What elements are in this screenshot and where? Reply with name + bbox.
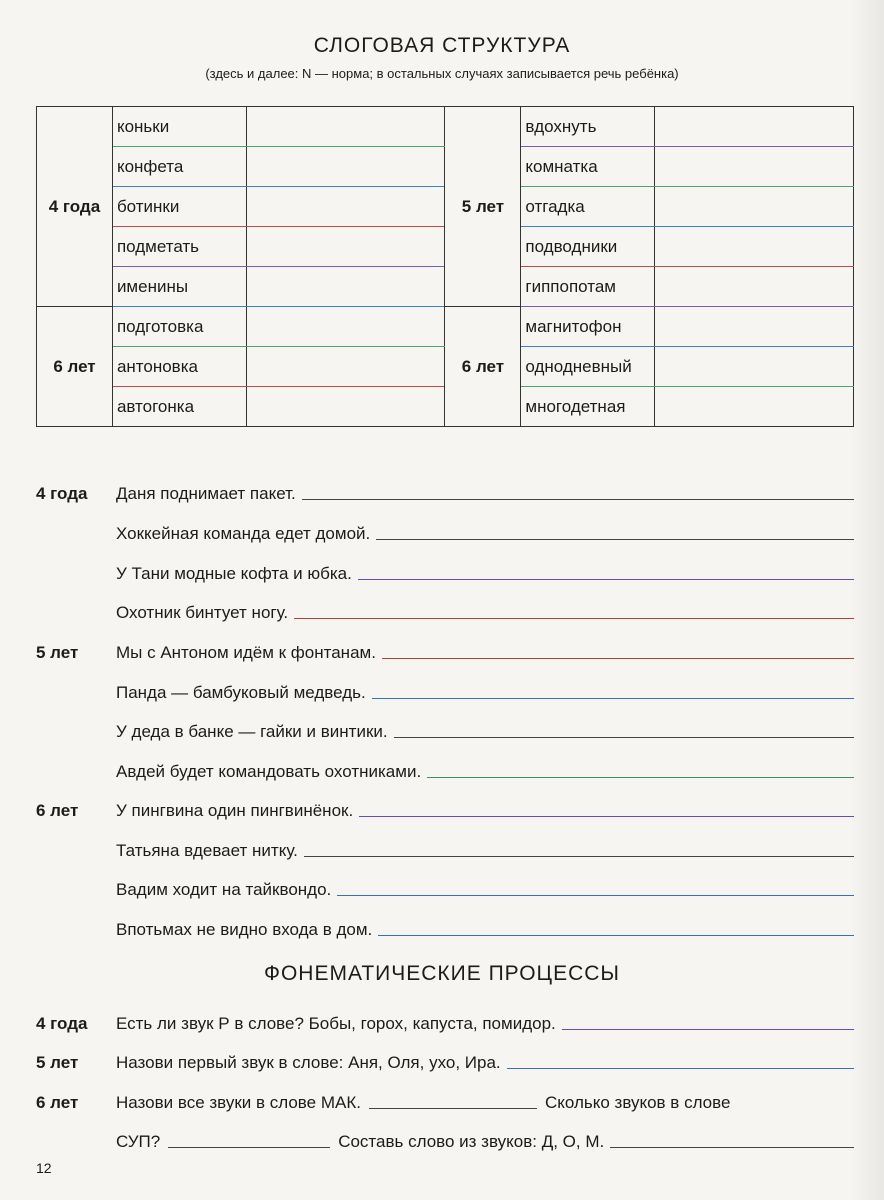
answer-line[interactable] — [507, 1067, 854, 1069]
sentence-text: Татьяна вдевает нитку. — [116, 841, 298, 860]
sentence-row — [36, 831, 854, 861]
sentence-row — [36, 474, 854, 504]
sentence-text: У деда в банке — гайки и винтики. — [116, 722, 388, 741]
answer-line[interactable] — [427, 776, 854, 778]
sentence-text: Охотник бинтует ногу. — [116, 603, 289, 622]
word-cell: комнатка — [521, 147, 655, 187]
word-cell: ботинки — [112, 187, 246, 227]
answer-line[interactable] — [302, 498, 854, 500]
word-cell: подметать — [112, 227, 246, 267]
age-cell: 6 лет — [445, 307, 521, 427]
word-cell: гиппопотам — [521, 267, 655, 307]
word-cell: антоновка — [112, 347, 246, 387]
age-cell: 5 лет — [445, 107, 521, 307]
word-cell: магнитофон — [521, 307, 655, 347]
answer-line[interactable] — [382, 657, 854, 659]
age-label: 5 лет — [36, 643, 79, 662]
answer-cell[interactable] — [246, 147, 445, 187]
sentence-text: Впотьмах не видно входа в дом. — [116, 920, 373, 939]
answer-line[interactable] — [304, 855, 854, 857]
answer-cell[interactable] — [655, 307, 854, 347]
sentence-row — [36, 752, 854, 782]
phonemic-row — [36, 1043, 854, 1073]
answer-line[interactable] — [294, 617, 854, 619]
answer-line[interactable] — [376, 538, 854, 540]
word-cell: подготовка — [112, 307, 246, 347]
sentence-row — [36, 633, 854, 663]
answer-cell[interactable] — [655, 147, 854, 187]
page-gutter-shadow — [850, 0, 884, 1200]
sentence-row — [36, 712, 854, 742]
syllable-section-title: СЛОГОВАЯ СТРУКТУРА — [313, 34, 571, 57]
question-text: Есть ли звук Р в слове? Бобы, горох, капуста, помидор. — [116, 1014, 556, 1033]
age-label: 4 года — [36, 484, 88, 503]
answer-line[interactable] — [337, 894, 854, 896]
word-cell: коньки — [112, 107, 246, 147]
phonemic-section-title: ФОНЕМАТИЧЕСКИЕ ПРОЦЕССЫ — [263, 962, 621, 985]
phonemic-row — [36, 1122, 854, 1152]
answer-cell[interactable] — [246, 307, 445, 347]
answer-cell[interactable] — [246, 227, 445, 267]
sentence-text: Авдей будет командовать охотниками. — [116, 762, 422, 781]
sentence-text: Даня поднимает пакет. — [116, 484, 296, 503]
answer-line[interactable] — [359, 815, 854, 817]
sentence-row — [36, 514, 854, 544]
question-text: СУП? — [116, 1132, 161, 1151]
question-text: Сколько звуков в слове — [544, 1093, 731, 1112]
question-text: Составь слово из звуков: Д, О, М. — [338, 1132, 605, 1151]
answer-cell[interactable] — [246, 107, 445, 147]
syllable-table — [36, 106, 854, 427]
word-cell: конфета — [112, 147, 246, 187]
sentence-text: Панда — бамбуковый медведь. — [116, 683, 366, 702]
sentence-row — [36, 910, 854, 940]
answer-cell[interactable] — [655, 107, 854, 147]
age-label: 6 лет — [36, 1093, 79, 1112]
sentence-text: Хоккейная команда едет домой. — [116, 524, 371, 543]
age-cell: 6 лет — [37, 307, 113, 427]
answer-cell[interactable] — [246, 267, 445, 307]
sentence-text: Мы с Антоном идём к фонтанам. — [116, 643, 376, 662]
age-label: 6 лет — [36, 801, 79, 820]
word-cell: однодневный — [521, 347, 655, 387]
answer-cell[interactable] — [246, 387, 445, 427]
word-cell: именины — [112, 267, 246, 307]
answer-cell[interactable] — [655, 347, 854, 387]
answer-cell[interactable] — [655, 187, 854, 227]
question-text: Назови все звуки в слове МАК. — [116, 1093, 361, 1112]
answer-cell[interactable] — [246, 187, 445, 227]
word-cell: подводники — [521, 227, 655, 267]
answer-cell[interactable] — [246, 347, 445, 387]
answer-line[interactable] — [562, 1028, 854, 1030]
sentence-text: У пингвина один пингвинёнок. — [116, 801, 354, 820]
answer-cell[interactable] — [655, 267, 854, 307]
phonemic-row — [36, 1004, 854, 1034]
answer-line[interactable] — [394, 736, 854, 738]
answer-cell[interactable] — [655, 227, 854, 267]
answer-line[interactable] — [358, 578, 854, 580]
sentence-row — [36, 593, 854, 623]
word-cell: автогонка — [112, 387, 246, 427]
word-cell: отгадка — [521, 187, 655, 227]
answer-line[interactable] — [610, 1146, 854, 1148]
age-cell: 4 года — [37, 107, 113, 307]
sentence-row — [36, 554, 854, 584]
sentence-row — [36, 870, 854, 900]
table-row — [37, 307, 854, 347]
syllable-section-subtitle: (здесь и далее: N — норма; в остальных случаях записывается речь ребёнка) — [205, 66, 679, 81]
answer-cell[interactable] — [655, 387, 854, 427]
question-text: Назови первый звук в слове: Аня, Оля, ухо, Ира. — [116, 1053, 501, 1072]
answer-line[interactable] — [378, 934, 854, 936]
sentence-text: Вадим ходит на тайквондо. — [116, 880, 332, 899]
answer-line[interactable] — [369, 1107, 537, 1109]
sentence-text: У Тани модные кофта и юбка. — [116, 564, 352, 583]
sentence-row — [36, 673, 854, 703]
word-cell: вдохнуть — [521, 107, 655, 147]
age-label: 5 лет — [36, 1053, 79, 1072]
word-cell: многодетная — [521, 387, 655, 427]
phonemic-row — [36, 1083, 854, 1113]
age-label: 4 года — [36, 1014, 88, 1033]
answer-line[interactable] — [372, 697, 854, 699]
table-row — [37, 107, 854, 147]
page-number: 12 — [36, 1160, 52, 1176]
sentence-row — [36, 791, 854, 821]
answer-line[interactable] — [168, 1146, 330, 1148]
